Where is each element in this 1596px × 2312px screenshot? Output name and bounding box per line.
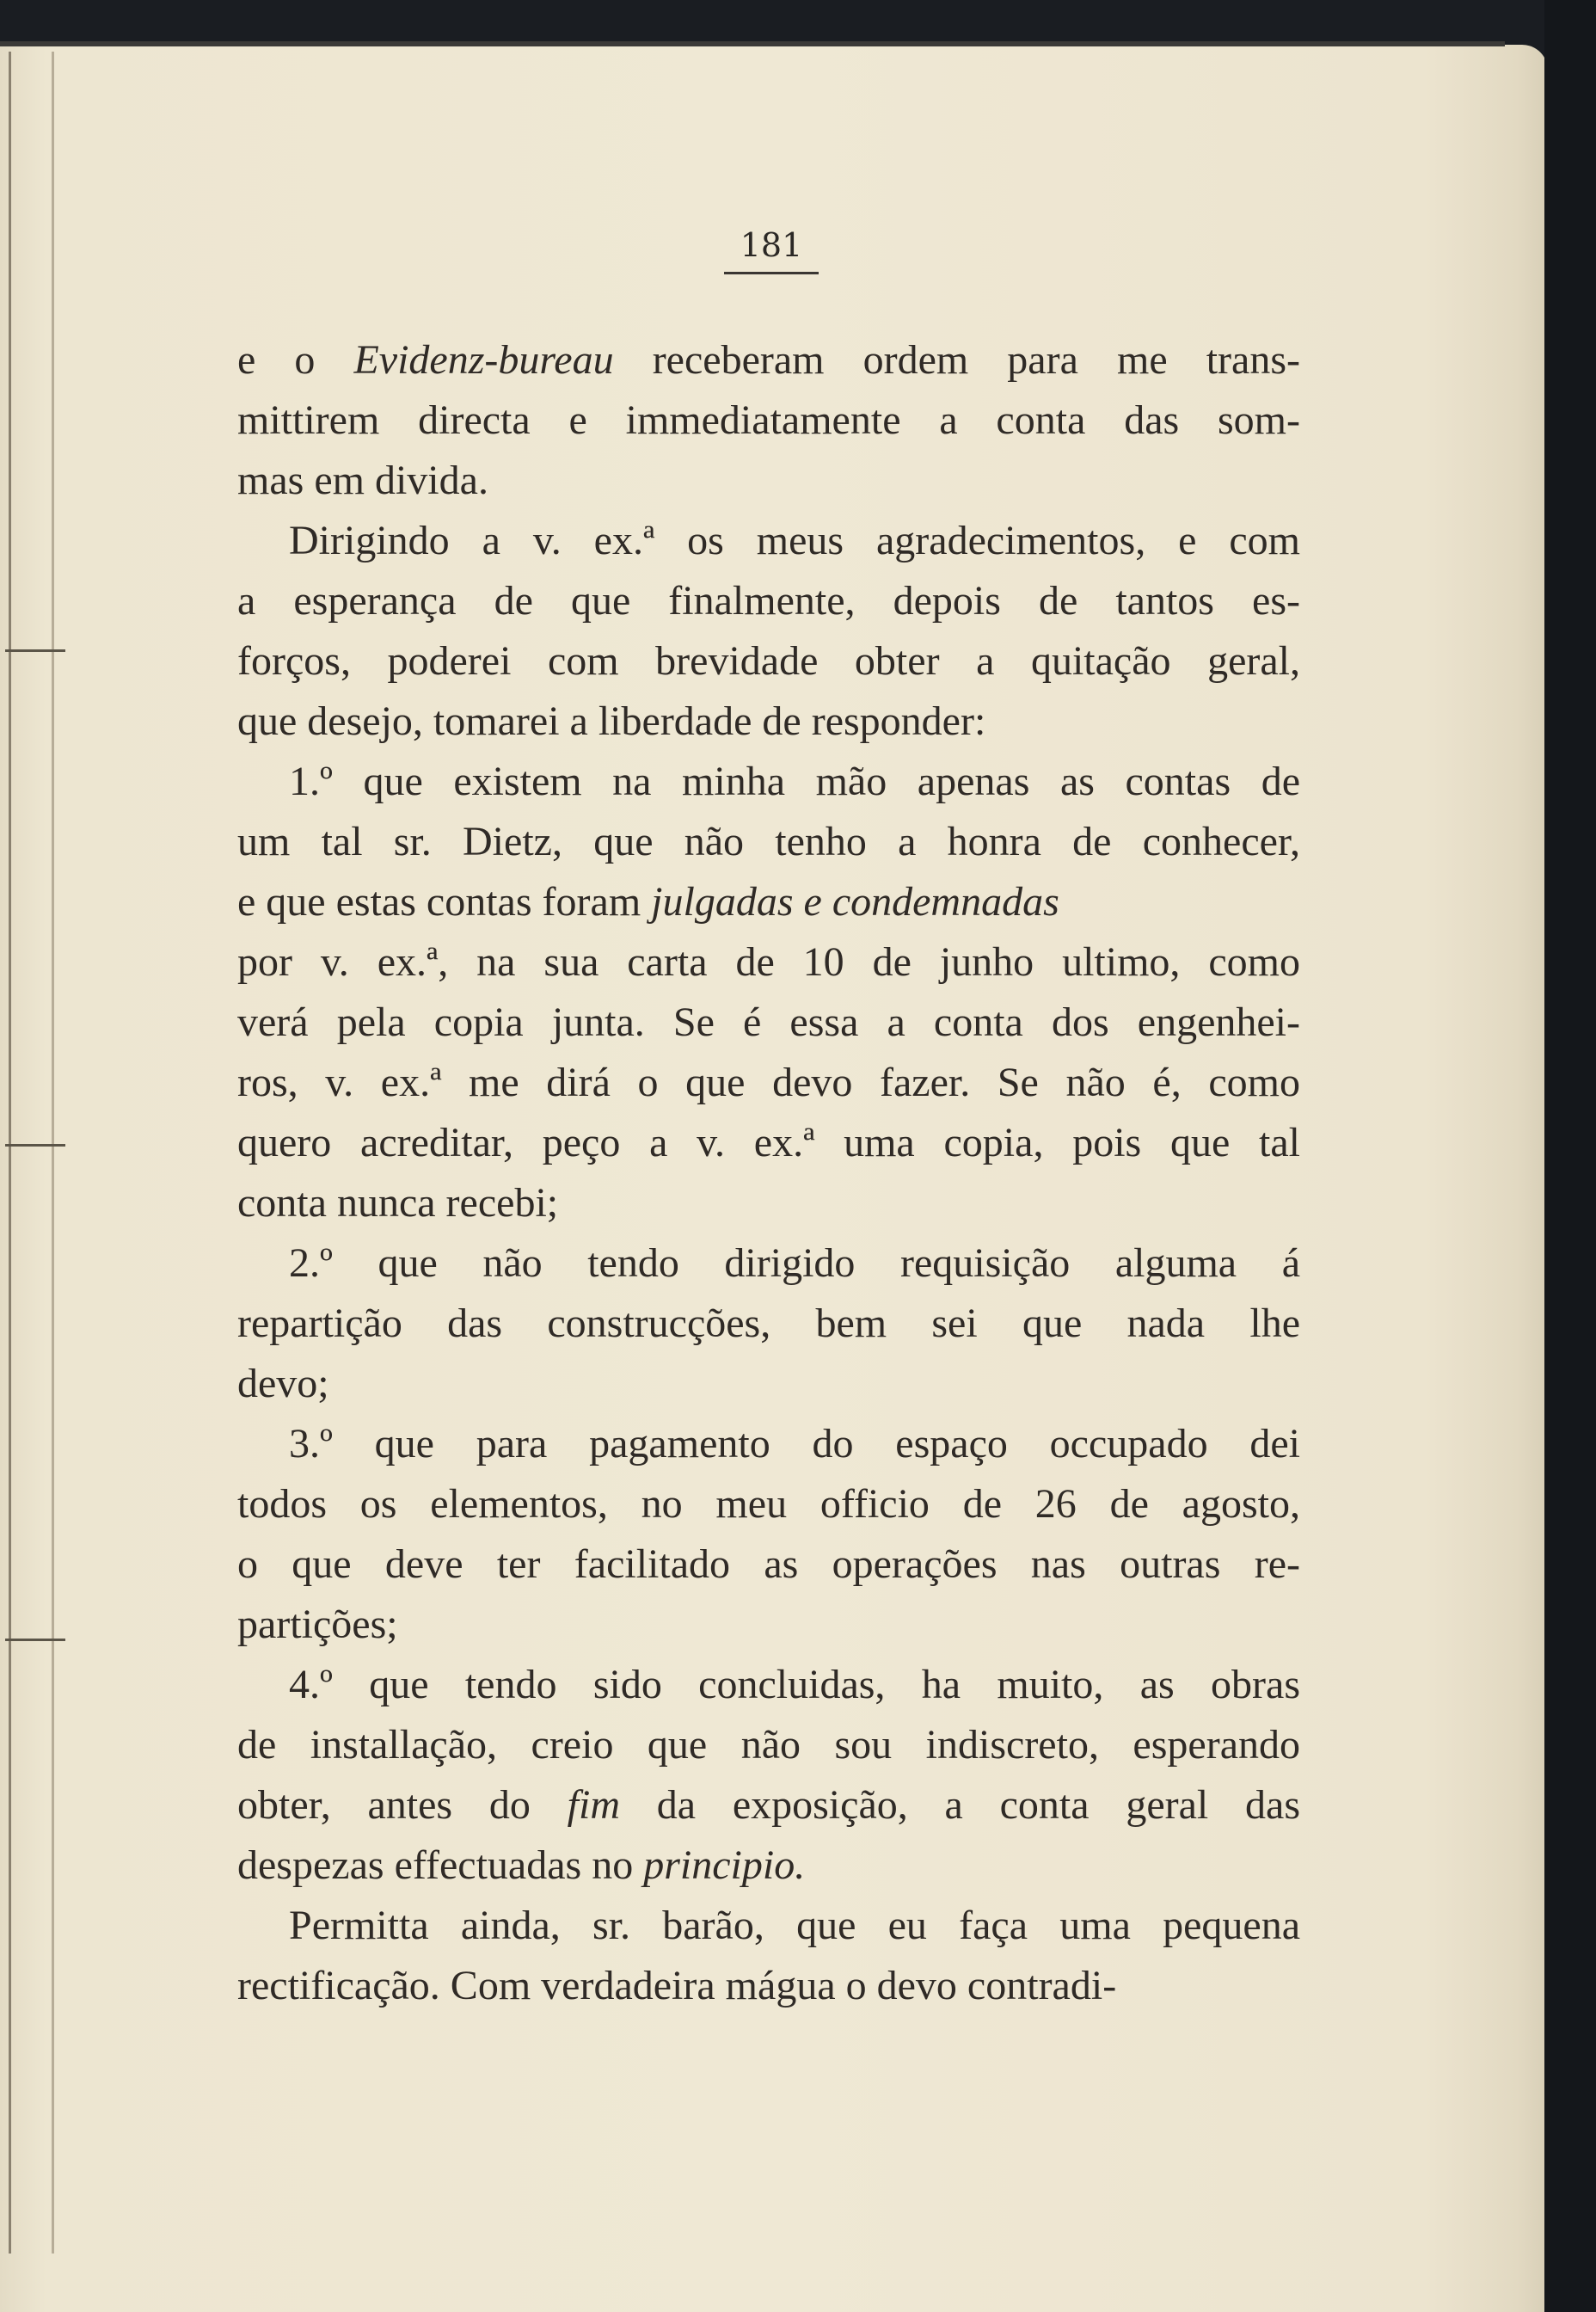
text-run: todos os elementos, no meu officio de 26 de agosto, bbox=[237, 1481, 1300, 1527]
binding-stitch bbox=[5, 649, 65, 652]
text-run: por v. ex.ª, na sua carta de 10 de junho ultimo, como bbox=[237, 939, 1300, 985]
text-run: Dirigindo a v. ex.ª os meus agradecimentos, e com bbox=[289, 518, 1300, 563]
text-run: receberam ordem para me trans- bbox=[613, 337, 1300, 383]
text-run: de installação, creio que não sou indiscreto, esperando bbox=[237, 1722, 1300, 1768]
text-line bbox=[237, 571, 1300, 631]
text-run: devo; bbox=[237, 1361, 329, 1406]
italic-text-run: principio. bbox=[643, 1842, 806, 1888]
italic-text-run: fim bbox=[567, 1782, 620, 1828]
text-run: um tal sr. Dietz, que não tenho a honra de conhecer, bbox=[237, 819, 1300, 864]
scanner-background bbox=[1544, 0, 1596, 2312]
italic-text-run: Evidenz-bureau bbox=[353, 337, 614, 383]
text-line bbox=[237, 1775, 1300, 1835]
text-run: 3.º que para pagamento do espaço occupado dei bbox=[289, 1421, 1300, 1467]
text-run: ros, v. ex.ª me dirá o que devo fazer. Se não é, como bbox=[237, 1060, 1300, 1105]
text-line bbox=[237, 1474, 1300, 1534]
text-run: 2.º que não tendo dirigido requisição alguma á bbox=[289, 1240, 1300, 1286]
text-line bbox=[237, 1835, 1300, 1896]
text-line bbox=[237, 1354, 1300, 1414]
text-run: obter, antes do bbox=[237, 1782, 568, 1828]
text-line bbox=[237, 1896, 1300, 1956]
text-run: rectificação. Com verdadeira mágua o devo contradi- bbox=[237, 1963, 1117, 2008]
text-line bbox=[237, 932, 1300, 993]
page-number-rule bbox=[724, 272, 819, 274]
page-header bbox=[724, 224, 819, 274]
text-run: quero acreditar, peço a v. ex.ª uma copia, pois que tal bbox=[237, 1120, 1300, 1165]
text-line bbox=[237, 692, 1300, 752]
text-line bbox=[237, 752, 1300, 812]
text-run: 4.º que tendo sido concluidas, ha muito, as obras bbox=[289, 1662, 1300, 1707]
text-line bbox=[237, 1113, 1300, 1173]
text-line bbox=[237, 993, 1300, 1053]
text-line bbox=[237, 812, 1300, 872]
text-line bbox=[237, 631, 1300, 692]
binding-edge bbox=[9, 52, 11, 2254]
text-line bbox=[237, 330, 1300, 390]
text-line bbox=[237, 1655, 1300, 1715]
text-run: a esperança de que finalmente, depois de tantos es- bbox=[237, 578, 1300, 624]
text-run: repartição das construcções, bem sei que nada lhe bbox=[237, 1300, 1300, 1346]
text-line bbox=[237, 1233, 1300, 1294]
text-run: o que deve ter facilitado as operações nas outras re- bbox=[237, 1541, 1300, 1587]
text-run: e o bbox=[237, 337, 354, 383]
text-line bbox=[237, 390, 1300, 451]
body-text bbox=[237, 330, 1300, 2016]
top-edge-rule bbox=[0, 41, 1505, 46]
text-line bbox=[237, 1956, 1300, 2016]
text-line bbox=[237, 872, 1300, 932]
text-run: verá pela copia junta. Se é essa a conta dos engenhei- bbox=[237, 999, 1300, 1045]
text-run: partições; bbox=[237, 1602, 398, 1647]
text-run: 1.º que existem na minha mão apenas as contas de bbox=[289, 759, 1300, 804]
text-run: conta nunca recebi; bbox=[237, 1180, 559, 1226]
text-run: despezas effectuadas no bbox=[237, 1842, 644, 1888]
text-line bbox=[237, 1173, 1300, 1233]
text-run: da exposição, a conta geral das bbox=[619, 1782, 1300, 1828]
text-line bbox=[237, 511, 1300, 571]
text-run: que desejo, tomarei a liberdade de responder: bbox=[237, 698, 986, 744]
text-run: forços, poderei com brevidade obter a quitação geral, bbox=[237, 638, 1300, 684]
text-run: mittirem directa e immediatamente a conta das som- bbox=[237, 397, 1300, 443]
text-line bbox=[237, 451, 1300, 511]
binding-stitch bbox=[5, 1144, 65, 1147]
italic-text-run: julgadas e condemnadas bbox=[651, 879, 1059, 925]
text-line bbox=[237, 1715, 1300, 1775]
text-run: mas em divida. bbox=[237, 458, 488, 503]
text-line bbox=[237, 1534, 1300, 1595]
text-line bbox=[237, 1294, 1300, 1354]
text-line bbox=[237, 1053, 1300, 1113]
binding-edge-inner bbox=[52, 52, 54, 2254]
text-line bbox=[237, 1414, 1300, 1474]
binding-stitch bbox=[5, 1639, 65, 1641]
text-line bbox=[237, 1595, 1300, 1655]
page-number: 181 bbox=[740, 226, 803, 264]
text-run: e que estas contas foram bbox=[237, 879, 652, 925]
text-run: Permitta ainda, sr. barão, que eu faça uma pequena bbox=[289, 1903, 1300, 1948]
